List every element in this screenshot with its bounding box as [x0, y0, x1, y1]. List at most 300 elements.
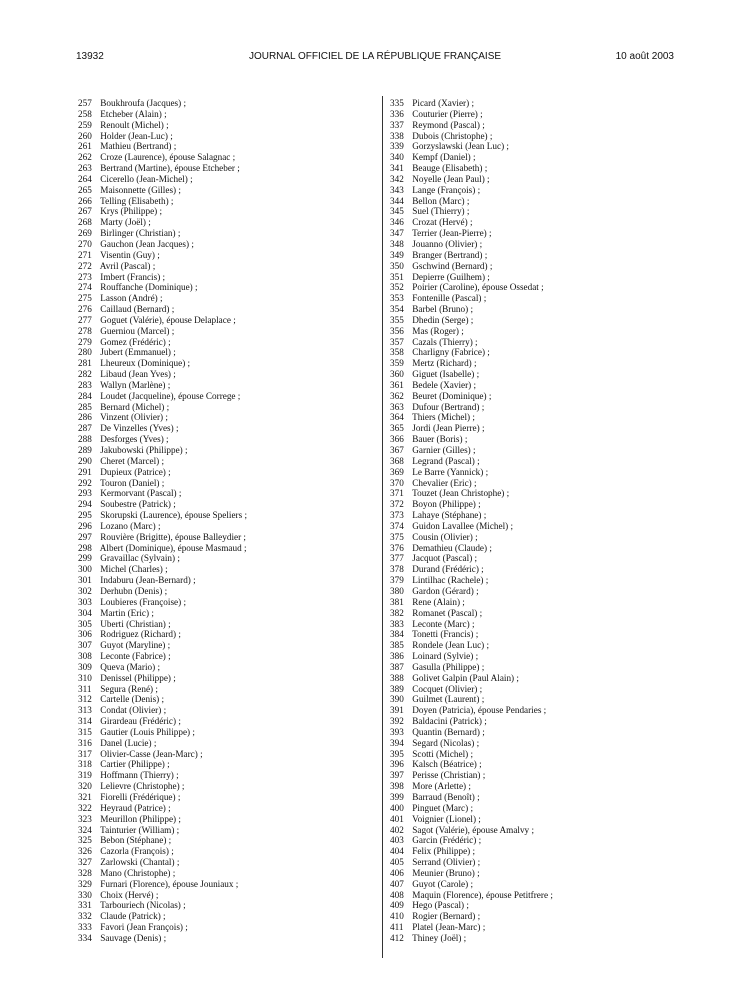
list-item: [390, 412, 690, 423]
list-item: [390, 206, 690, 217]
entry-name: Leconte (Fabrice) ;: [100, 651, 171, 662]
entry-name: Thiers (Michel) ;: [412, 412, 475, 423]
list-item: [78, 402, 378, 413]
publication-date: 10 août 2003: [615, 51, 674, 62]
entry-number: 262: [78, 152, 92, 163]
list-item: [390, 673, 690, 684]
entry-number: 361: [390, 379, 404, 390]
entry-number: 303: [78, 596, 92, 607]
list-item: [78, 651, 378, 662]
entry-number: 258: [78, 108, 92, 119]
list-item: [78, 152, 378, 163]
list-item: [390, 759, 690, 770]
entry-number: 308: [78, 651, 92, 662]
entry-number: 291: [78, 466, 92, 477]
entry-number: 376: [390, 542, 404, 553]
list-item: [78, 120, 378, 131]
entry-name: Guidon Lavallee (Michel) ;: [412, 520, 514, 531]
entry-number: 330: [78, 889, 92, 900]
entry-name: Lasson (André) ;: [100, 293, 163, 304]
list-item: [390, 553, 690, 564]
journal-title: JOURNAL OFFICIEL DE LA RÉPUBLIQUE FRANÇAISE: [248, 51, 502, 62]
entry-number: 321: [78, 792, 92, 802]
entry-name: Bauer (Boris) ;: [412, 434, 468, 445]
entry-number: 288: [78, 434, 92, 445]
list-item: [78, 911, 378, 922]
entry-name: Martin (Eric) ;: [100, 607, 154, 618]
entry-number: 278: [78, 325, 92, 336]
entry-name: Dupieux (Patrice) ;: [100, 466, 171, 477]
entry-number: 381: [390, 596, 404, 607]
entry-number: 318: [78, 759, 92, 770]
entry-name: Cousin (Olivier) ;: [412, 531, 478, 542]
entry-name: Cicerello (Jean-Michel) ;: [100, 173, 193, 184]
entry-name: Furnari (Florence), épouse Jouniaux ;: [100, 878, 239, 889]
entry-number: 351: [390, 271, 404, 282]
entry-number: 373: [390, 510, 404, 521]
entry-number: 374: [390, 520, 404, 531]
list-item: [78, 250, 378, 261]
list-item: [390, 391, 690, 402]
entry-number: 334: [78, 932, 92, 943]
entry-number: 412: [390, 932, 404, 943]
list-item: [390, 510, 690, 521]
entry-number: 317: [78, 748, 92, 759]
entry-number: 399: [390, 792, 404, 802]
entry-number: 327: [78, 857, 92, 868]
list-item: [78, 933, 378, 944]
entry-number: 311: [78, 683, 92, 694]
entry-number: 287: [78, 423, 92, 434]
list-item: [390, 499, 690, 510]
list-item: [78, 239, 378, 250]
list-item: [390, 239, 690, 250]
list-item: [390, 358, 690, 369]
entry-number: 281: [78, 358, 92, 369]
list-item: [78, 900, 378, 911]
list-item: [78, 922, 378, 933]
entry-name: Maquin (Florence), épouse Petitfrere ;: [412, 889, 553, 900]
list-item: [78, 304, 378, 315]
list-item: [78, 640, 378, 651]
list-item: [78, 217, 378, 228]
entry-number: 295: [78, 510, 92, 521]
entry-name: Sauvage (Denis) ;: [100, 932, 167, 943]
entry-name: Pinguet (Marc) ;: [412, 802, 474, 813]
list-item: [390, 846, 690, 857]
entry-number: 401: [390, 813, 404, 824]
entry-number: 306: [78, 629, 92, 640]
list-item: [78, 792, 378, 803]
entry-number: 307: [78, 640, 92, 651]
list-item: [390, 608, 690, 619]
entry-number: 294: [78, 499, 92, 510]
entry-name: Holder (Jean-Luc) ;: [100, 130, 173, 141]
list-item: [390, 900, 690, 911]
entry-name: Poirier (Caroline), épouse Ossedat ;: [412, 282, 544, 293]
entry-name: Beuret (Dominique) ;: [412, 390, 492, 401]
entry-number: 354: [390, 304, 404, 315]
list-item: [390, 868, 690, 879]
entry-name: Favori (Jean François) ;: [100, 922, 188, 933]
entry-number: 382: [390, 607, 404, 618]
entry-number: 301: [78, 575, 92, 586]
entry-number: 349: [390, 249, 404, 260]
entry-number: 355: [390, 314, 404, 325]
entry-number: 267: [78, 206, 92, 217]
list-item: [390, 434, 690, 445]
entry-number: 369: [390, 466, 404, 477]
list-item: [78, 282, 378, 293]
entry-number: 403: [390, 835, 404, 846]
entry-number: 390: [390, 694, 404, 705]
list-item: [390, 326, 690, 337]
entry-number: 357: [390, 336, 404, 347]
entry-number: 283: [78, 379, 92, 390]
list-item: [390, 543, 690, 554]
entry-name: Guyot (Carole) ;: [412, 878, 474, 889]
list-item: [390, 315, 690, 326]
list-item: [78, 694, 378, 705]
list-item: [390, 716, 690, 727]
list-item: [390, 347, 690, 358]
list-item: [390, 933, 690, 944]
entry-name: Michel (Charles) ;: [100, 564, 168, 575]
entry-number: 280: [78, 347, 92, 358]
list-item: [78, 521, 378, 532]
entry-name: Olivier-Casse (Jean-Marc) ;: [100, 748, 203, 759]
list-item: [390, 478, 690, 489]
entry-number: 359: [390, 358, 404, 369]
list-item: [390, 163, 690, 174]
entry-name: Scotti (Michel) ;: [412, 748, 474, 759]
list-item: [390, 456, 690, 467]
entry-number: 336: [390, 108, 404, 119]
entry-name: Vinzent (Olivier) ;: [100, 412, 168, 423]
list-item: [390, 586, 690, 597]
entry-name: Cazals (Thierry) ;: [412, 336, 478, 347]
page-number: 13932: [76, 51, 104, 62]
entry-number: 275: [78, 293, 92, 304]
list-item: [78, 98, 378, 109]
entry-name: Bertrand (Martine), épouse Etcheber ;: [100, 163, 240, 174]
list-item: [390, 922, 690, 933]
entry-number: 304: [78, 607, 92, 618]
entry-number: 259: [78, 119, 92, 130]
entry-number: 331: [78, 900, 92, 911]
list-item: [390, 131, 690, 142]
entry-number: 305: [78, 618, 92, 629]
entry-number: 302: [78, 585, 92, 596]
entry-name: Marty (Joël) ;: [100, 217, 151, 228]
list-item: [78, 434, 378, 445]
list-item: [78, 705, 378, 716]
entry-number: 384: [390, 629, 404, 640]
entry-number: 299: [78, 553, 92, 564]
entry-name: Branger (Bertrand) ;: [412, 249, 488, 260]
entry-name: Gravaillac (Sylvain) ;: [100, 553, 180, 564]
entry-name: Boyon (Philippe) ;: [412, 499, 481, 510]
entry-number: 310: [78, 672, 92, 683]
list-item: [390, 629, 690, 640]
entry-name: Avril (Pascal) ;: [99, 260, 156, 271]
entry-name: Lozano (Marc) ;: [100, 520, 161, 531]
list-item: [78, 467, 378, 478]
list-item: [390, 879, 690, 890]
entry-number: 298: [78, 542, 92, 553]
entry-name: Gasulla (Philippe) ;: [412, 661, 485, 672]
entry-name: De Vinzelles (Yves) ;: [100, 423, 179, 434]
entry-name: Lahaye (Stéphane) ;: [412, 510, 487, 521]
entry-name: Kempf (Daniel) ;: [412, 152, 476, 163]
entry-number: 360: [390, 369, 404, 380]
list-item: [78, 185, 378, 196]
entry-name: Guerniou (Marcel) ;: [100, 325, 175, 336]
entry-number: 368: [390, 455, 404, 466]
list-item: [78, 597, 378, 608]
entry-name: Tarbouriech (Nicolas) ;: [100, 900, 186, 911]
list-item: [390, 250, 690, 261]
entry-number: 347: [390, 228, 404, 239]
entry-name: Touzet (Jean Christophe) ;: [412, 488, 510, 499]
entry-name: Doyen (Patricia), épouse Pendaries ;: [412, 705, 547, 716]
entry-number: 402: [390, 824, 404, 835]
entry-name: Segura (René) ;: [100, 683, 158, 694]
entry-name: Fiorelli (Frédérique) ;: [100, 792, 181, 802]
entry-name: Kalsch (Béatrice) ;: [412, 759, 482, 770]
entry-number: 315: [78, 726, 92, 737]
list-item: [390, 738, 690, 749]
list-item: [390, 803, 690, 814]
list-item: [390, 911, 690, 922]
list-item: [390, 825, 690, 836]
entry-name: Cocquet (Olivier) ;: [412, 683, 483, 694]
entry-number: 313: [78, 705, 92, 716]
entry-number: 372: [390, 499, 404, 510]
entry-number: 266: [78, 195, 92, 206]
list-item: [390, 640, 690, 651]
list-item: [390, 705, 690, 716]
entry-name: Crozat (Hervé) ;: [412, 217, 473, 228]
list-item: [78, 206, 378, 217]
entry-name: Girardeau (Frédéric) ;: [100, 716, 181, 727]
list-item: [390, 217, 690, 228]
list-item: [390, 152, 690, 163]
list-item: [390, 402, 690, 413]
entry-name: Jacquot (Pascal) ;: [412, 553, 478, 564]
entry-number: 395: [390, 748, 404, 759]
entry-name: Guyot (Maryline) ;: [100, 640, 171, 651]
entry-name: Tonetti (Francis) ;: [412, 629, 479, 640]
list-item: [78, 412, 378, 423]
entry-number: 346: [390, 217, 404, 228]
entry-name: Cazorla (François) ;: [100, 846, 174, 857]
list-item: [390, 141, 690, 152]
entry-number: 332: [78, 911, 92, 922]
list-item: [78, 163, 378, 174]
list-item: [390, 651, 690, 662]
entry-number: 342: [390, 173, 404, 184]
entry-number: 383: [390, 618, 404, 629]
entry-number: 297: [78, 531, 92, 542]
entry-name: Rodriguez (Richard) ;: [100, 629, 181, 640]
list-item: [78, 738, 378, 749]
list-item: [390, 98, 690, 109]
list-item: [390, 228, 690, 239]
entry-number: 343: [390, 184, 404, 195]
entry-number: 409: [390, 900, 404, 911]
column-divider: [382, 96, 383, 958]
entry-number: 367: [390, 445, 404, 455]
entry-name: Romanet (Pascal) ;: [412, 607, 483, 618]
page-header: [76, 50, 674, 64]
entry-number: 386: [390, 651, 404, 662]
list-item: [390, 597, 690, 608]
list-item: [78, 478, 378, 489]
entry-number: 333: [78, 922, 92, 933]
entry-name: Perisse (Christian) ;: [412, 770, 486, 781]
list-item: [78, 456, 378, 467]
list-item: [390, 185, 690, 196]
list-item: [78, 174, 378, 185]
entry-name: Kermorvant (Pascal) ;: [100, 488, 182, 499]
list-item: [390, 174, 690, 185]
list-item: [78, 879, 378, 890]
entry-name: Rouvière (Brigitte), épouse Balleydier ;: [100, 531, 246, 542]
list-item: [78, 337, 378, 348]
entry-name: Jakubowski (Philippe) ;: [100, 445, 188, 455]
list-item: [78, 131, 378, 142]
entry-name: Jubert (Emmanuel) ;: [100, 347, 176, 358]
entry-name: Dubois (Christophe) ;: [412, 130, 493, 141]
entry-name: Leconte (Marc) ;: [412, 618, 475, 629]
entry-name: Quantin (Bernard) ;: [412, 726, 485, 737]
entry-name: Hoffmann (Thierry) ;: [100, 770, 179, 781]
entry-number: 265: [78, 184, 92, 195]
entry-name: Depierre (Guilhem) ;: [412, 271, 490, 282]
entry-name: Legrand (Pascal) ;: [412, 455, 480, 466]
list-item: [78, 261, 378, 272]
list-item: [78, 326, 378, 337]
entry-name: Libaud (Jean Yves) ;: [100, 369, 176, 380]
entry-name: Telling (Elisabeth) ;: [100, 195, 174, 206]
entry-name: Beauge (Elisabeth) ;: [412, 163, 488, 174]
entry-name: Tainturier (William) ;: [100, 824, 180, 835]
list-item: [390, 467, 690, 478]
entry-name: Indaburu (Jean-Bernard) ;: [100, 575, 196, 586]
entry-name: Rogier (Bernard) ;: [412, 911, 481, 922]
entry-number: 337: [390, 119, 404, 130]
entry-number: 264: [78, 173, 92, 184]
entry-number: 356: [390, 325, 404, 336]
list-item: [78, 391, 378, 402]
entry-number: 380: [390, 585, 404, 596]
list-item: [390, 575, 690, 586]
entry-number: 319: [78, 770, 92, 781]
list-item: [78, 749, 378, 760]
list-item: [390, 662, 690, 673]
entry-name: Meunier (Bruno) ;: [412, 867, 480, 878]
name-list-right-column: [390, 98, 690, 944]
list-item: [390, 282, 690, 293]
entry-name: Touron (Daniel) ;: [100, 477, 165, 488]
entry-number: 290: [78, 455, 92, 466]
entry-number: 371: [390, 488, 404, 499]
list-item: [78, 662, 378, 673]
entry-name: Le Barre (Yannick) ;: [412, 466, 489, 477]
list-item: [78, 727, 378, 738]
entry-name: Lintilhac (Rachele) ;: [412, 575, 489, 586]
list-item: [78, 532, 378, 543]
entry-number: 400: [390, 802, 404, 813]
entry-name: Cheret (Marcel) ;: [100, 455, 165, 466]
entry-number: 348: [390, 238, 404, 249]
entry-name: Gautier (Louis Philippe) ;: [100, 726, 195, 737]
entry-name: Jouanno (Olivier) ;: [412, 238, 483, 249]
list-item: [78, 781, 378, 792]
entry-number: 391: [390, 705, 404, 716]
list-item: [78, 109, 378, 120]
list-item: [78, 293, 378, 304]
entry-number: 379: [390, 575, 404, 586]
list-item: [390, 792, 690, 803]
list-item: [390, 369, 690, 380]
list-item: [390, 727, 690, 738]
list-item: [78, 759, 378, 770]
entry-number: 394: [390, 737, 404, 748]
entry-name: Dhedin (Serge) ;: [412, 314, 474, 325]
entry-number: 285: [78, 401, 92, 412]
entry-number: 316: [78, 737, 92, 748]
entry-number: 363: [390, 401, 404, 412]
list-item: [390, 120, 690, 131]
entry-name: Fontenille (Pascal) ;: [412, 293, 487, 304]
entry-name: Visentin (Guy) ;: [100, 249, 160, 260]
entry-name: Desforges (Yves) ;: [100, 434, 169, 445]
entry-number: 397: [390, 770, 404, 781]
list-item: [78, 564, 378, 575]
list-item: [390, 445, 690, 456]
list-item: [390, 835, 690, 846]
entry-number: 289: [78, 445, 92, 455]
list-item: [390, 532, 690, 543]
entry-name: Bernard (Michel) ;: [100, 401, 170, 412]
entry-number: 365: [390, 423, 404, 434]
entry-name: Imbert (Francis) ;: [100, 271, 166, 282]
entry-name: Loudet (Jacqueline), épouse Correge ;: [100, 390, 241, 401]
entry-name: Danel (Lucie) ;: [100, 737, 157, 748]
entry-number: 328: [78, 867, 92, 878]
entry-number: 277: [78, 314, 92, 325]
entry-number: 405: [390, 857, 404, 868]
list-item: [390, 380, 690, 391]
entry-name: Lheureux (Dominique) ;: [100, 358, 191, 369]
entry-name: Jordi (Jean Pierre) ;: [412, 423, 485, 434]
entry-name: Picard (Xavier) ;: [412, 98, 475, 108]
entry-name: Uberti (Christian) ;: [100, 618, 171, 629]
list-item: [78, 358, 378, 369]
list-item: [390, 109, 690, 120]
entry-name: Barraud (Benoît) ;: [412, 792, 480, 802]
entry-name: Meurillon (Philippe) ;: [100, 813, 181, 824]
list-item: [78, 586, 378, 597]
entry-name: Rene (Alain) ;: [412, 596, 465, 607]
list-item: [78, 423, 378, 434]
entry-name: Gomez (Frédéric) ;: [100, 336, 171, 347]
entry-number: 268: [78, 217, 92, 228]
entry-number: 393: [390, 726, 404, 737]
entry-name: Birlinger (Christian) ;: [100, 228, 181, 239]
